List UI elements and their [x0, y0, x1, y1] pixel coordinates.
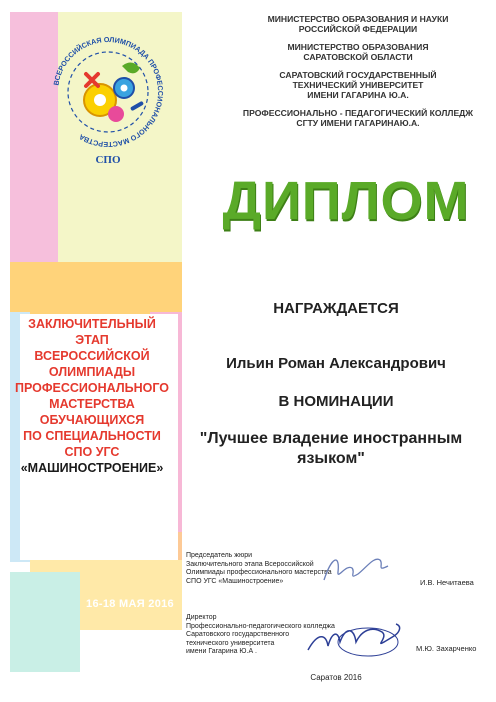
- event-line: ЗАКЛЮЧИТЕЛЬНЫЙ ЭТАП: [28, 317, 156, 347]
- nomination-label: В НОМИНАЦИИ: [278, 393, 394, 410]
- event-line: ПРОФЕССИОНАЛЬНОГО: [14, 381, 169, 395]
- event-line: ПО СПЕЦИАЛЬНОСТИ: [23, 429, 161, 443]
- event-line: МАСТЕРСТВА ОБУЧАЮЩИХСЯ: [39, 397, 145, 427]
- event-line: ОЛИМПИАДЫ: [48, 365, 136, 379]
- place-and-year: Саратов 2016: [310, 673, 362, 682]
- logo-label: СПО: [95, 154, 121, 166]
- jury-chair-name: И.В. Нечитаева: [420, 578, 474, 587]
- nomination-line: языком": [297, 450, 365, 467]
- recipient-name: Ильин Роман Александрович: [226, 355, 446, 372]
- svg-text:ВСЕРОССИЙСКАЯ ОЛИМПИАДА ПРОФЕС: ВСЕРОССИЙСКАЯ ОЛИМПИАДА ПРОФЕССИОНАЛЬНОГО МАСТЕРСТВА: [51, 34, 166, 150]
- event-dates: 16-18 МАЯ 2016: [86, 598, 174, 610]
- director-title: Директор Профессионально-педагогического колледжа Саратовского государственного технического университета имени Гагарина Ю.А .: [186, 614, 335, 656]
- event-line: ВСЕРОССИЙСКОЙ: [34, 349, 150, 363]
- issuing-organizations: [240, 14, 476, 136]
- org-ministry-rf: МИНИСТЕРСТВО ОБРАЗОВАНИЯ И НАУКИ РОССИЙСКОЙ ФЕДЕРАЦИИ: [267, 14, 449, 34]
- awarded-label: НАГРАЖДАЕТСЯ: [273, 300, 399, 317]
- nomination-value: [176, 429, 486, 469]
- org-university: САРАТОВСКИЙ ГОСУДАРСТВЕННЫЙ ТЕХНИЧЕСКИЙ УНИВЕРСИТЕТ ИМЕНИ ГАГАРИНА Ю.А.: [279, 70, 437, 100]
- event-description: [12, 316, 172, 476]
- director-name: М.Ю. Захарченко: [416, 644, 477, 653]
- jury-chair-title: Председатель жюри Заключительного этапа Всероссийской Олимпиады профессионального мастерства СПО УГС «Машиностроение»: [186, 552, 332, 585]
- diploma-title: ДИПЛОМ: [222, 171, 470, 231]
- mint-block: [10, 572, 80, 672]
- org-college: ПРОФЕССИОНАЛЬНО - ПЕДАГОГИЧЕСКИЙ КОЛЛЕДЖ СГТУ ИМЕНИ ГАГАРИНАЮ.А.: [242, 108, 474, 128]
- signature-icon: [318, 550, 398, 588]
- event-line: СПО УГС: [64, 445, 120, 459]
- olympiad-emblem-icon: [46, 30, 170, 154]
- nomination-line: "Лучшее владение иностранным: [199, 430, 463, 447]
- olympiad-logo: [46, 30, 170, 166]
- event-specialty: «МАШИНОСТРОЕНИЕ»: [20, 461, 164, 475]
- org-ministry-saratov: МИНИСТЕРСТВО ОБРАЗОВАНИЯ САРАТОВСКОЙ ОБЛАСТИ: [287, 42, 429, 62]
- signature-icon: [298, 612, 408, 664]
